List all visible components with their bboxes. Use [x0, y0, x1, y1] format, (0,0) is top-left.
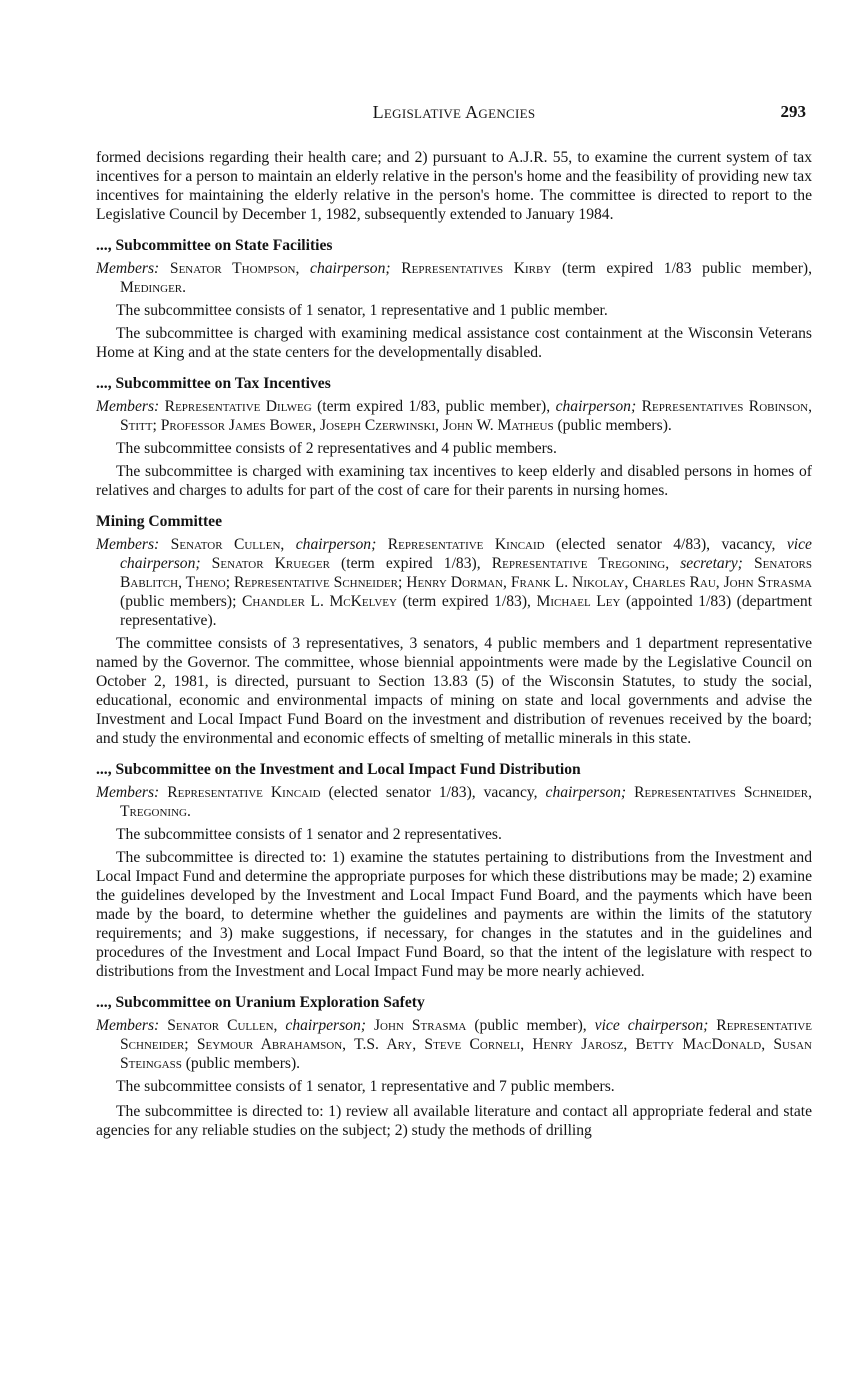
opening-paragraph: formed decisions regarding their health care; and 2) pursuant to A.J.R. 55, to examine the current system of tax incentives for a person to maintain an elderly relative in the person's home and the feasibility of providing new tax incentives for maintaining the elderly relative in the person's home. The committee is directed to report to the Legislative Council by December 1, 1982, subsequently extended to January 1984. — [96, 149, 812, 223]
member-text-run: chairperson; — [299, 260, 391, 277]
section-tax-incentives — [96, 374, 812, 500]
section-heading: ..., Subcommittee on Uranium Exploration Safety — [96, 994, 425, 1011]
member-text-run: Representative Dilweg — [164, 398, 312, 415]
member-text-run: Senator Cullen, — [170, 536, 285, 553]
member-text-run: John Strasma — [365, 1017, 467, 1034]
body-paragraph: The subcommittee is directed to: 1) examine the statutes pertaining to distributions from the Investment and Local Impact Fund and determine the appropriate purposes for which these distributions may be made; 2) examine the guidelines developed by the Investment and Local Impact Fund Board, and the payments which have been made by the board, to determine whether the guidelines and payments are within the limits of the statutory requirements; and 3) make suggestions, if necessary, for changes in the statutes and in the guidelines and procedures of the Investment and Local Impact Fund Board, so that the intent of the legislature with respect to distributions from the Investment and Local Impact Fund may be more nearly achieved. — [96, 849, 812, 980]
body-paragraph: The subcommittee consists of 2 representatives and 4 public members. — [116, 440, 557, 457]
members-text — [120, 260, 812, 296]
member-text-run: Representative Tregoning, — [491, 555, 670, 572]
member-text-run: (public member), — [466, 1017, 595, 1034]
member-text-run: Representatives Kirby — [390, 260, 552, 277]
body-paragraph: The subcommittee consists of 1 senator, 1 representative and 1 public member. — [116, 302, 608, 319]
members-label: Members: — [96, 1017, 160, 1034]
member-text-run: (public members). — [181, 1055, 301, 1072]
members-label: Members: — [96, 536, 160, 553]
member-text-run: (public members); — [120, 593, 242, 610]
document-page — [96, 100, 812, 1140]
member-text-run: Senator Cullen, — [167, 1017, 278, 1034]
section-heading: Mining Committee — [96, 513, 223, 530]
member-text-run: (term expired 1/83 public member), — [551, 260, 813, 277]
member-text-run: (public members). — [553, 417, 672, 434]
member-text-run: chairperson; — [277, 1017, 366, 1034]
section-uranium-safety — [96, 993, 812, 1140]
running-title: Legislative Agencies — [372, 102, 536, 122]
running-head — [96, 100, 812, 130]
body-paragraph: The committee consists of 3 representatives, 3 senators, 4 public members and 1 department representative named by the Governor. The committee, whose biennial appointments were made by the Legislative Council on October 2, 1981, is directed, pursuant to Section 13.83 (5) of the Wisconsin Statutes, to study the social, educational, economic and environmental impacts of mining on state and local governments and advise the Investment and Local Impact Fund Board on the investment and distribution of revenues received by the board; and study the environmental and economic effects of smelting of metallic minerals in this state. — [96, 635, 812, 747]
member-text-run: Representative Kincaid — [376, 536, 545, 553]
member-text-run: Representative Kincaid — [167, 784, 321, 801]
member-text-run: (elected senator 1/83), vacancy, — [320, 784, 546, 801]
page-number: 293 — [780, 102, 806, 121]
members-list — [96, 783, 812, 821]
member-text-run: . — [186, 803, 191, 820]
body-paragraph: The subcommittee consists of 1 senator, 1 representative and 7 public members. — [116, 1078, 615, 1095]
member-text-run: Senator Thompson, — [169, 260, 300, 277]
members-text — [120, 536, 812, 629]
section-heading: ..., Subcommittee on State Facilities — [96, 237, 333, 254]
members-label: Members: — [96, 784, 160, 801]
member-text-run: (term expired 1/83), — [396, 593, 537, 610]
member-text-run: Senators Bablitch, Theno; Representative Schneider; Henry Dorman, Frank L. Nikolay, Charles Rau, John Strasma — [120, 555, 812, 591]
members-list — [96, 1016, 812, 1073]
member-text-run: . — [182, 279, 187, 296]
members-text — [120, 784, 812, 820]
body-paragraph: The subcommittee consists of 1 senator and 2 representatives. — [116, 826, 502, 843]
body-paragraph: The subcommittee is charged with examining medical assistance cost containment at the Wisconsin Veterans Home at King and at the state centers for the developmentally disabled. — [96, 325, 812, 361]
member-text-run: Representative Schneider; Seymour Abrahamson, T.S. Ary, Steve Corneli, Henry Jarosz, Betty MacDonald, Susan Steingass — [120, 1017, 812, 1072]
member-text-run: secretary; — [669, 555, 743, 572]
member-text-run: (term expired 1/83, public member), — [311, 398, 556, 415]
member-text-run: vice chairperson; — [594, 1017, 709, 1034]
body-paragraph: The subcommittee is charged with examining tax incentives to keep elderly and disabled persons in homes of relatives and charges to adults for part of the cost of care for their parents in nursing homes. — [96, 463, 812, 499]
member-text-run: (term expired 1/83), — [329, 555, 492, 572]
member-text-run: chairperson; — [545, 784, 627, 801]
member-text-run: vice chairperson; — [120, 536, 812, 572]
members-label: Members: — [96, 398, 160, 415]
members-text — [120, 398, 812, 434]
member-text-run: Chandler L. McKelvey — [241, 593, 397, 610]
section-heading: ..., Subcommittee on the Investment and Local Impact Fund Distribution — [96, 761, 581, 778]
member-text-run: chairperson; — [555, 398, 637, 415]
members-list — [96, 535, 812, 630]
members-label: Members: — [96, 260, 160, 277]
section-mining-committee — [96, 512, 812, 748]
section-state-facilities — [96, 236, 812, 362]
section-heading: ..., Subcommittee on Tax Incentives — [96, 375, 331, 392]
member-text-run: Michael Ley — [536, 593, 621, 610]
member-text-run: Representatives Robinson, Stitt; Professor James Bower, Joseph Czerwinski, John W. Matheus — [120, 398, 812, 434]
member-text-run: (appointed 1/83) (department representative). — [120, 593, 813, 629]
member-text-run: Representatives Schneider, Tregoning — [120, 784, 813, 820]
members-list — [96, 259, 812, 297]
member-text-run: Medinger — [120, 279, 183, 296]
members-text — [120, 1017, 812, 1072]
section-investment-fund — [96, 760, 812, 981]
members-list — [96, 397, 812, 435]
body-paragraph: The subcommittee is directed to: 1) review all available literature and contact all appropriate federal and state agencies for any reliable studies on the subject; 2) study the methods of drilling — [96, 1103, 812, 1139]
member-text-run: (elected senator 4/83), vacancy, — [544, 536, 787, 553]
member-text-run: Senator Krueger — [200, 555, 330, 572]
member-text-run: chairperson; — [284, 536, 377, 553]
